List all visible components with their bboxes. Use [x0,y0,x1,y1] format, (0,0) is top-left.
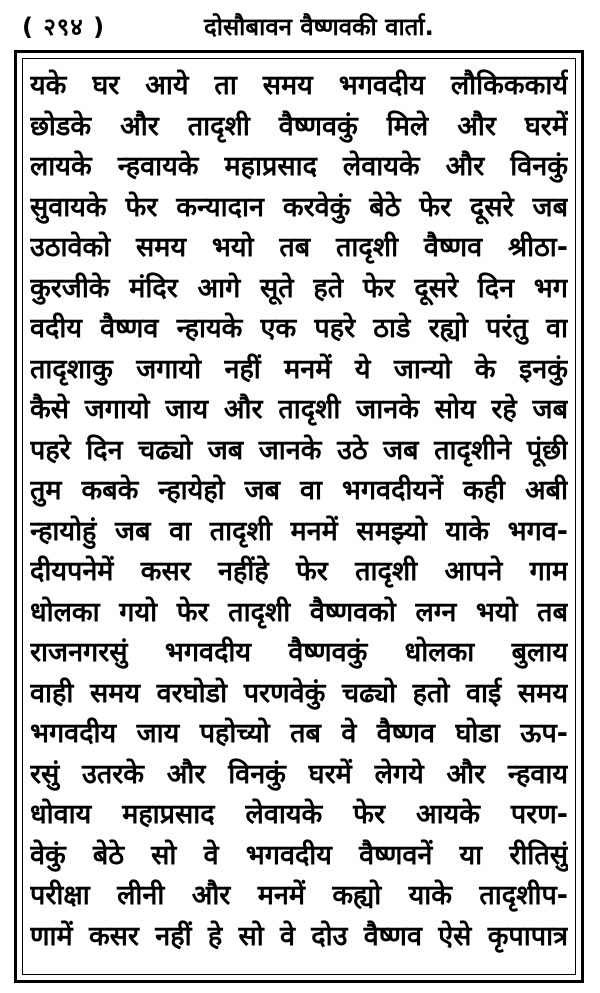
text-line: न्हायोहुं जब वा तादृशी मनमें समझ्यो याके भगव- [30,515,568,547]
text-line: भगवदीय जाय पहोच्यो तब वे वैष्णव घोडा ऊप- [30,718,568,749]
text-line: धोवाय महाप्रसाद लेवायके फेर आयके परण- [30,799,568,830]
text-line: वेकुं बेठे सो वे भगवदीय वैष्णवनें या रीतिसुं [30,839,568,871]
page-number: ( २९४ ) [22,13,106,41]
text-line: राजनगरसुं भगवदीय वैष्णवकुं धोलका बुलाय [30,637,568,668]
text-line: तुम कबके न्हायेहो जब वा भगवदीयनें कही अबी [30,475,568,506]
text-line: रसुं उतरके और विनकुं घरमें लेगये और न्हवाय [30,758,568,790]
text-line: परीक्षा लीनी और मनमें कह्यो याके तादृशीप- [30,880,568,911]
running-title: दोसौबावन वैष्णवकी वार्ता. [204,13,434,41]
text-line: वाही समय वरघोडो परणवेकुं चढ्यो हतो वाई समय [30,677,568,709]
text-line: सुवायके फेर कन्यादान करवेकुं बेठे फेर दूसरे जब [30,191,568,223]
text-line: पहरे दिन चढ्यो जब जानके उठे जब तादृशीने पूंछी [30,434,568,466]
text-line: वदीय वैष्णव न्हायके एक पहरे ठाडे रह्यो परंतु वा [30,313,568,344]
text-line: लायके न्हवायके महाप्रसाद लेवायके और विनकुं [30,151,568,182]
text-line: दीयपनेमें कसर नहींहे फेर तादृशी आपने गाम [30,556,568,587]
text-line: यके घर आये ता समय भगवदीय लौकिककार्य [30,70,568,101]
text-line: कुरजीके मंदिर आगे सूते हते फेर दूसरे दिन भग [30,272,568,304]
text-line: कैसे जगायो जाय और तादृशी जानके सोय रहे जब [30,394,568,425]
body-text [30,66,568,971]
text-line: णामें कसर नहीं हे सो वे दोउ वैष्णव ऐसे कृपापात्र [30,920,568,952]
page-header [14,6,586,44]
text-line: तादृशाकु जगायो नहीं मनमें ये जान्यो के इनकुं [30,353,568,385]
text-line: छोडके और तादृशी वैष्णवकुं मिले और घरमें [30,110,568,142]
text-line: धोलका गयो फेर तादृशी वैष्णवको लग्न भयो तब [30,596,568,628]
text-line: उठावेको समय भयो तब तादृशी वैष्णव श्रीठा- [30,232,568,263]
